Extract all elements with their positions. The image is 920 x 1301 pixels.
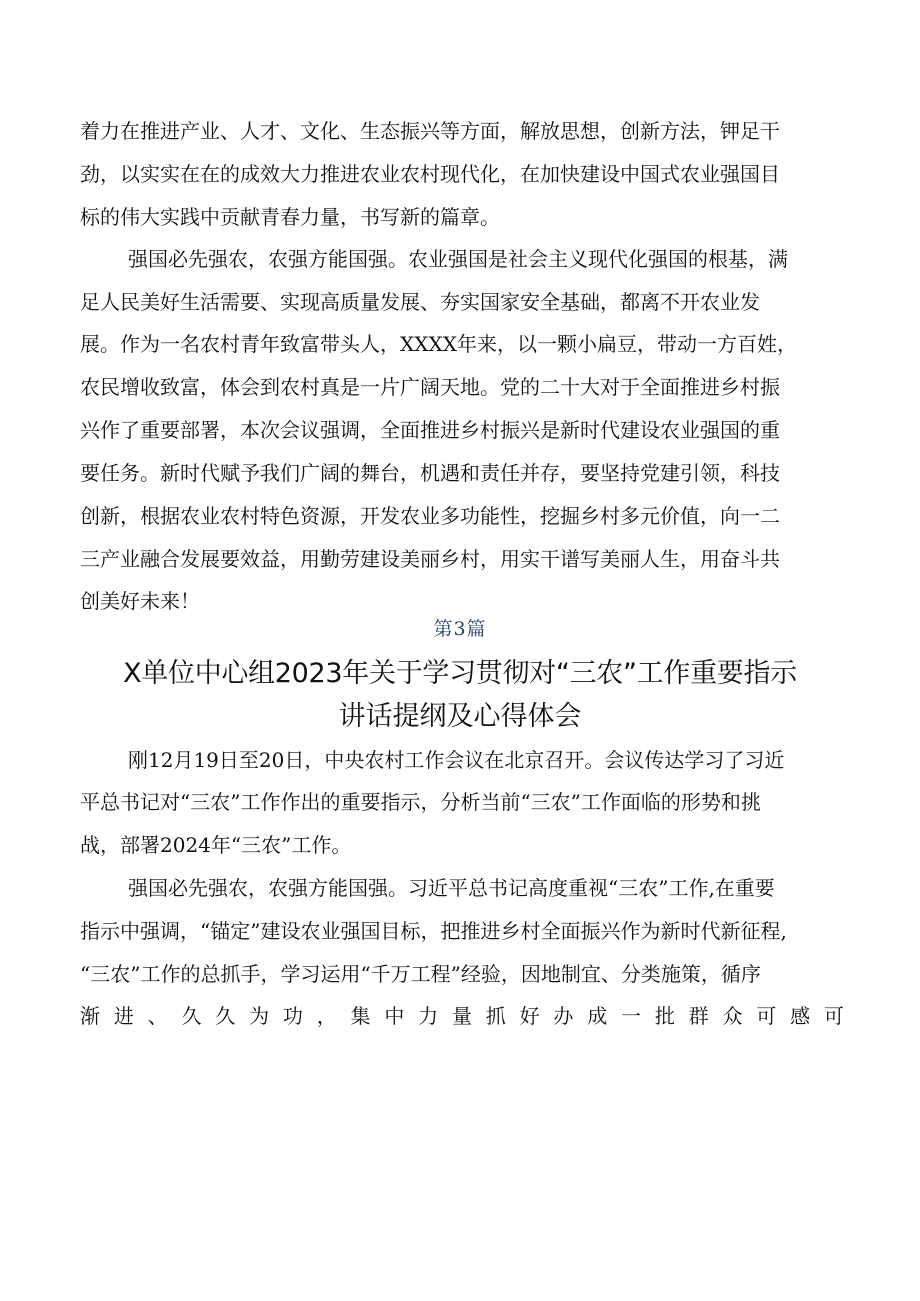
spread-char: 群 [688, 1004, 709, 1028]
spread-char: 进 [113, 1004, 134, 1028]
spread-char: 可 [756, 1004, 777, 1028]
chapter-title-line-1: X单位中心组2023年关于学习贯彻对“三农”工作重要指示 [123, 658, 797, 689]
paragraph-line: 展。作为一名农村青年致富带头人，XXXX年来，以一颗小扁豆，带动一方百姓， [80, 332, 797, 356]
spread-char: 久 [181, 1004, 202, 1028]
paragraph-line: 创新，根据农业农村特色资源，开发农业多功能性，挖掘乡村多元价值，向一二 [80, 504, 780, 528]
spread-char: 成 [587, 1004, 608, 1028]
spread-char: 好 [519, 1004, 540, 1028]
chapter-label: 第3篇 [433, 618, 487, 640]
paragraph-line: 三产业融合发展要效益，用勤劳建设美丽乡村，用实干谱写美丽人生，用奋斗共 [80, 547, 780, 571]
spread-char: 中 [384, 1004, 405, 1028]
paragraph-line: 创美好未来！ [80, 589, 200, 613]
spread-char: 集 [350, 1004, 371, 1028]
spread-char: 感 [790, 1004, 811, 1028]
spread-char: 批 [654, 1004, 675, 1028]
spread-char: 办 [553, 1004, 574, 1028]
spread-char: 为 [249, 1004, 270, 1028]
justified-paragraph-line [80, 997, 844, 1035]
spread-char: 一 [621, 1004, 641, 1028]
spread-char: 众 [722, 1004, 743, 1028]
spread-char: 可 [823, 1004, 844, 1028]
paragraph-line: 强国必先强农，农强方能国强。农业强国是社会主义现代化强国的根基，满 [128, 247, 788, 271]
paragraph-line: “三农”工作的总抓手，学习运用“千万工程”经验，因地制宜、分类施策，循序 [80, 962, 761, 986]
spread-char: 力 [418, 1004, 439, 1028]
spread-char: 、 [147, 1004, 168, 1028]
spread-char: 渐 [80, 1004, 100, 1028]
spread-char: 久 [215, 1004, 236, 1028]
paragraph-line: 平总书记对“三农”工作作出的重要指示，分析当前“三农”工作面临的形势和挑 [80, 790, 761, 814]
paragraph-line: 兴作了重要部署，本次会议强调，全面推进乡村振兴是新时代建设农业强国的重 [80, 418, 780, 442]
spread-char: ， [316, 1004, 337, 1028]
paragraph-line: 战，部署2024年“三农”工作。 [80, 833, 352, 857]
paragraph-line: 要任务。新时代赋予我们广阔的舞台，机遇和责任并存，要坚持党建引领，科技 [80, 461, 780, 485]
chapter-title-line-2: 讲话提纲及心得体会 [338, 701, 582, 732]
paragraph-line: 劲，以实实在在的成效大力推进农业农村现代化，在加快建设中国式农业强国目 [80, 162, 780, 186]
paragraph-line: 农民增收致富，体会到农村真是一片广阔天地。党的二十大对于全面推进乡村振 [80, 375, 780, 399]
paragraph-line: 足人民美好生活需要、实现高质量发展、夯实国家安全基础，都离不开农业发 [80, 290, 760, 314]
paragraph-line: 着力在推进产业、人才、文化、生态振兴等方面，解放思想，创新方法，钾足干 [80, 119, 780, 143]
spread-char: 量 [451, 1004, 472, 1028]
spread-char: 功 [282, 1004, 303, 1028]
spread-char: 抓 [485, 1004, 506, 1028]
paragraph-line: 指示中强调，“锚定”建设农业强国目标，把推进乡村全面振兴作为新时代新征程, [80, 919, 787, 943]
paragraph-line: 标的伟大实践中贡献青春力量，书写新的篇章。 [80, 205, 500, 229]
paragraph-line: 强国必先强农，农强方能国强。习近平总书记高度重视“三农”工作,在重要 [128, 876, 775, 900]
paragraph-line: 刚12月19日至20日，中央农村工作会议在北京召开。会议传达学习了习近 [128, 748, 785, 772]
